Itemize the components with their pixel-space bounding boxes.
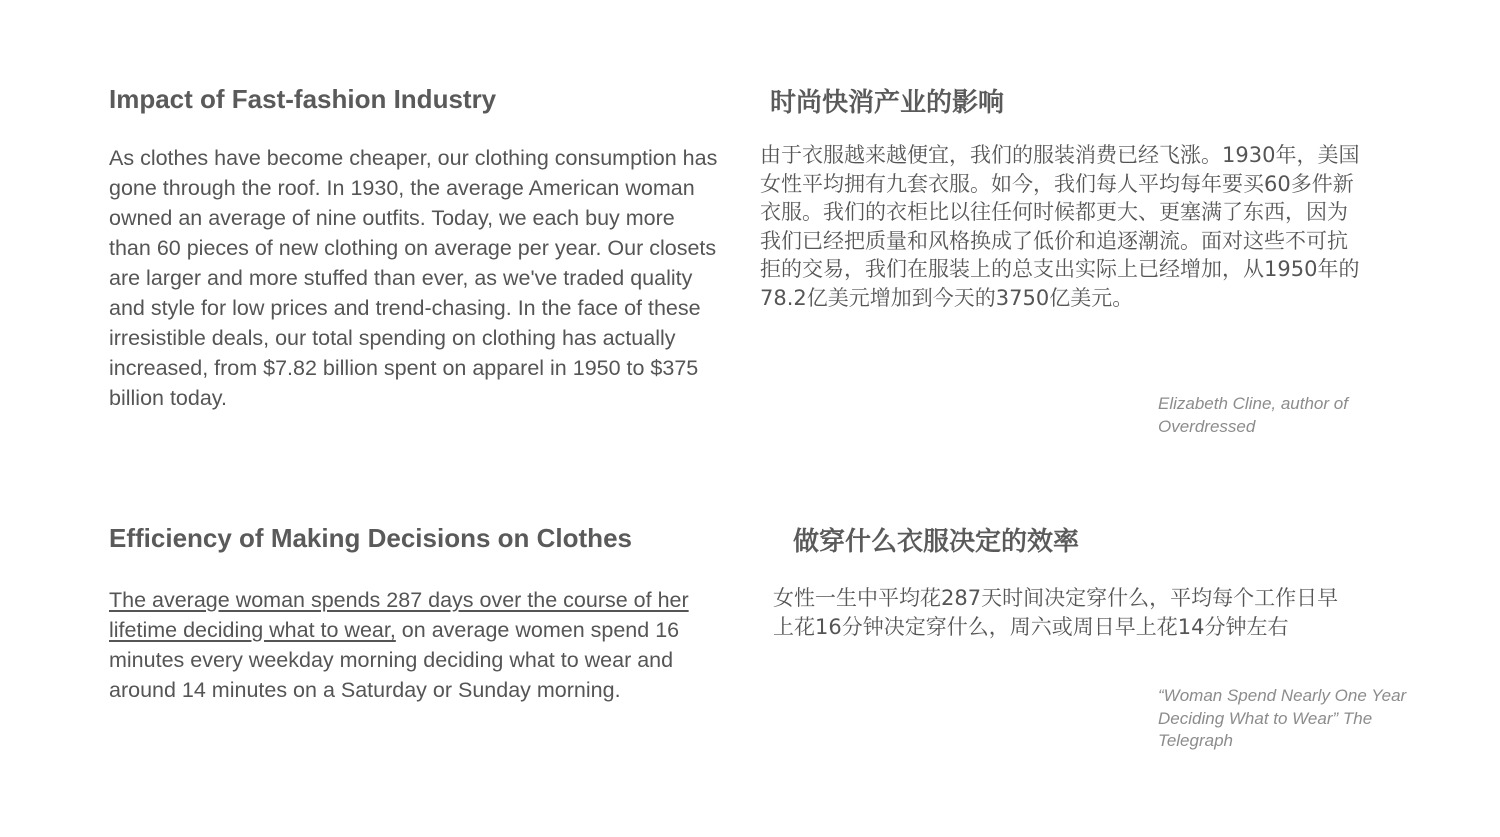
underlined-statistic-link[interactable]: The average woman spends 287 days over the course of her lifetime deciding what to wear, (109, 588, 689, 642)
section-heading-fast-fashion-en: Impact of Fast-fashion Industry (109, 84, 497, 114)
paragraph-fast-fashion-en: As clothes have become cheaper, our clothing consumption has gone through the roof. In 1930, the average American woman owned an average of nine outfits. Today, we each buy more than 60 pieces of new clothing on average per year. Our closets are larger and more stuffed than ever, as we've traded quality and style for low prices and trend-chasing. In the face of these irresistible deals, our total spending on clothing has actually increased, from $7.82 billion spent on apparel in 1950 to $375 billion today. (109, 146, 718, 410)
section-heading-decisions-en: Efficiency of Making Decisions on Clothes (109, 523, 632, 553)
citation-telegraph: “Woman Spend Nearly One Year Deciding What to Wear” The Telegraph (1158, 686, 1407, 750)
paragraph-decisions-zh: 女性一生中平均花287天时间决定穿什么，平均每个工作日早上花16分钟决定穿什么，周六或周日早上花14分钟左右 (773, 586, 1339, 639)
section-heading-fast-fashion-zh: 时尚快消产业的影响 (770, 87, 1005, 117)
paragraph-decisions-en-rest: on average women spend 16 minutes every weekday morning deciding what to wear and around 14 minutes on a Saturday or Sunday morning. (109, 618, 680, 702)
paragraph-fast-fashion-zh: 由于衣服越来越便宜，我们的服装消费已经飞涨。1930年，美国女性平均拥有九套衣服。如今，我们每人平均每年要买60多件新衣服。我们的衣柜比以往任何时候都更大、更塞满了东西，因为我们已经把质量和风格换成了低价和追逐潮流。面对这些不可抗拒的交易，我们在服装上的总支出实际上已经增加，从1950年的78.2亿美元增加到今天的3750亿美元。 (760, 143, 1360, 310)
section-heading-decisions-zh: 做穿什么衣服决定的效率 (793, 526, 1080, 556)
citation-elizabeth-cline: Elizabeth Cline, author of Overdressed (1158, 394, 1348, 436)
paragraph-decisions-en (109, 585, 734, 705)
